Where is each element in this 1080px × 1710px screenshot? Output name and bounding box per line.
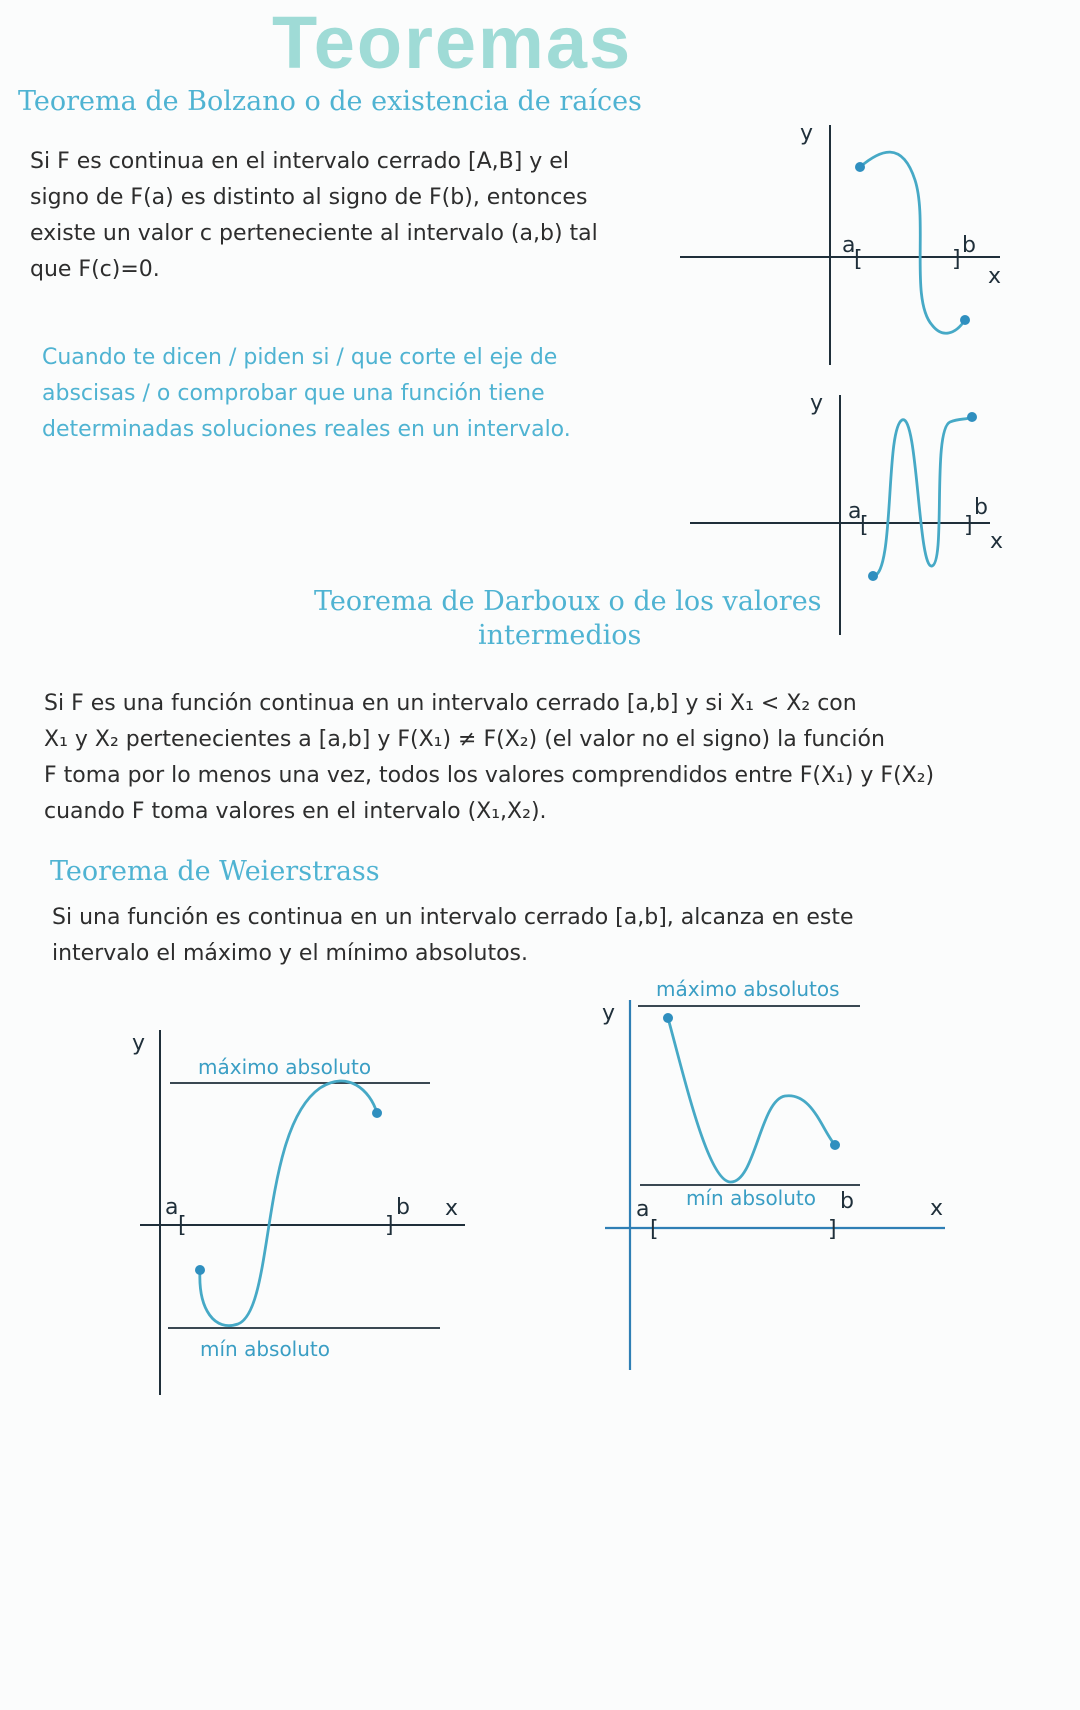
weierstrass-graph-1 <box>120 1010 480 1400</box>
weierstrass-heading: Teorema de Weierstrass <box>50 856 380 887</box>
bolzano-graph-1 <box>670 110 1010 370</box>
bolzano-tip-line-1: Cuando te dicen / piden si / que corte el eje de <box>42 345 558 370</box>
wgraph2-curve <box>668 1018 835 1182</box>
wgraph1-b-bracket: ] <box>385 1213 394 1238</box>
wgraph2-y-label: y <box>602 1001 616 1026</box>
page-title: Teoremas <box>272 1 633 84</box>
bolzano-line-2: signo de F(a) es distinto al signo de F(b), entonces <box>30 185 588 210</box>
graph2-a-label: a <box>848 499 862 524</box>
graph2-a-bracket: [ <box>860 513 869 538</box>
darboux-line-3: F toma por lo menos una vez, todos los valores comprendidos entre F(X₁) y F(X₂) <box>44 763 935 788</box>
wgraph2-a-label: a <box>636 1197 650 1222</box>
graph1-a-label: a <box>842 233 856 258</box>
graph1-b-bracket: ] <box>952 247 961 272</box>
graph1-b-label: b <box>962 233 976 258</box>
wgraph1-y-label: y <box>132 1031 146 1056</box>
wgraph2-x-label: x <box>930 1196 944 1221</box>
wgraph1-b-label: b <box>396 1195 410 1220</box>
bolzano-line-3: existe un valor c perteneciente al intervalo (a,b) tal <box>30 221 598 246</box>
darboux-line-2: X₁ y X₂ pertenecientes a [a,b] y F(X₁) ≠ F(X₂) (el valor no el signo) la función <box>44 727 885 752</box>
bolzano-line-4: que F(c)=0. <box>30 257 160 282</box>
wgraph2-start-point <box>663 1013 673 1023</box>
darboux-text <box>44 686 1044 830</box>
darboux-heading-line-1: Teorema de Darboux o de los valores <box>314 586 822 617</box>
wgraph1-end-point <box>372 1108 382 1118</box>
bolzano-heading: Teorema de Bolzano o de existencia de raíces <box>18 86 642 117</box>
graph1-end-point <box>960 315 970 325</box>
graph2-start-point <box>868 571 878 581</box>
graph2-b-bracket: ] <box>964 513 973 538</box>
graph2-end-point <box>967 412 977 422</box>
wgraph2-b-bracket: ] <box>828 1217 837 1242</box>
wgraph2-b-label: b <box>840 1189 854 1214</box>
wgraph1-min-label: mín absoluto <box>200 1337 330 1361</box>
bolzano-tip-line-2: abscisas / o comprobar que una función tiene <box>42 381 545 406</box>
wgraph1-x-label: x <box>445 1196 459 1221</box>
wgraph2-max-label: máximo absolutos <box>656 977 840 1001</box>
wgraph2-end-point <box>830 1140 840 1150</box>
graph1-a-bracket: [ <box>854 247 863 272</box>
wgraph2-min-label: mín absoluto <box>686 1186 816 1210</box>
weierstrass-line-1: Si una función es continua en un intervalo cerrado [a,b], alcanza en este <box>52 905 854 930</box>
darboux-line-1: Si F es una función continua en un intervalo cerrado [a,b] y si X₁ < X₂ con <box>44 691 857 716</box>
bolzano-text <box>30 144 670 288</box>
wgraph1-max-label: máximo absoluto <box>198 1055 372 1079</box>
darboux-line-4: cuando F toma valores en el intervalo (X₁,X₂). <box>44 799 547 824</box>
wgraph1-a-label: a <box>165 1195 179 1220</box>
wgraph2-a-bracket: [ <box>650 1217 659 1242</box>
graph1-y-label: y <box>800 121 814 146</box>
weierstrass-graph-2 <box>590 960 970 1380</box>
graph2-curve <box>873 417 972 576</box>
bolzano-tip-line-3: determinadas soluciones reales en un intervalo. <box>42 417 571 442</box>
graph2-y-label: y <box>810 391 824 416</box>
bolzano-tip <box>42 340 642 448</box>
graph1-curve <box>860 152 965 333</box>
graph1-x-label: x <box>988 264 1002 289</box>
graph2-x-label: x <box>990 529 1004 554</box>
graph1-start-point <box>855 162 865 172</box>
wgraph1-start-point <box>195 1265 205 1275</box>
wgraph1-a-bracket: [ <box>178 1213 187 1238</box>
bolzano-line-1: Si F es continua en el intervalo cerrado [A,B] y el <box>30 149 569 174</box>
darboux-heading-line-2: intermedios <box>478 620 642 651</box>
wgraph1-curve <box>200 1081 377 1326</box>
graph2-b-label: b <box>974 495 988 520</box>
weierstrass-line-2: intervalo el máximo y el mínimo absolutos. <box>52 941 528 966</box>
